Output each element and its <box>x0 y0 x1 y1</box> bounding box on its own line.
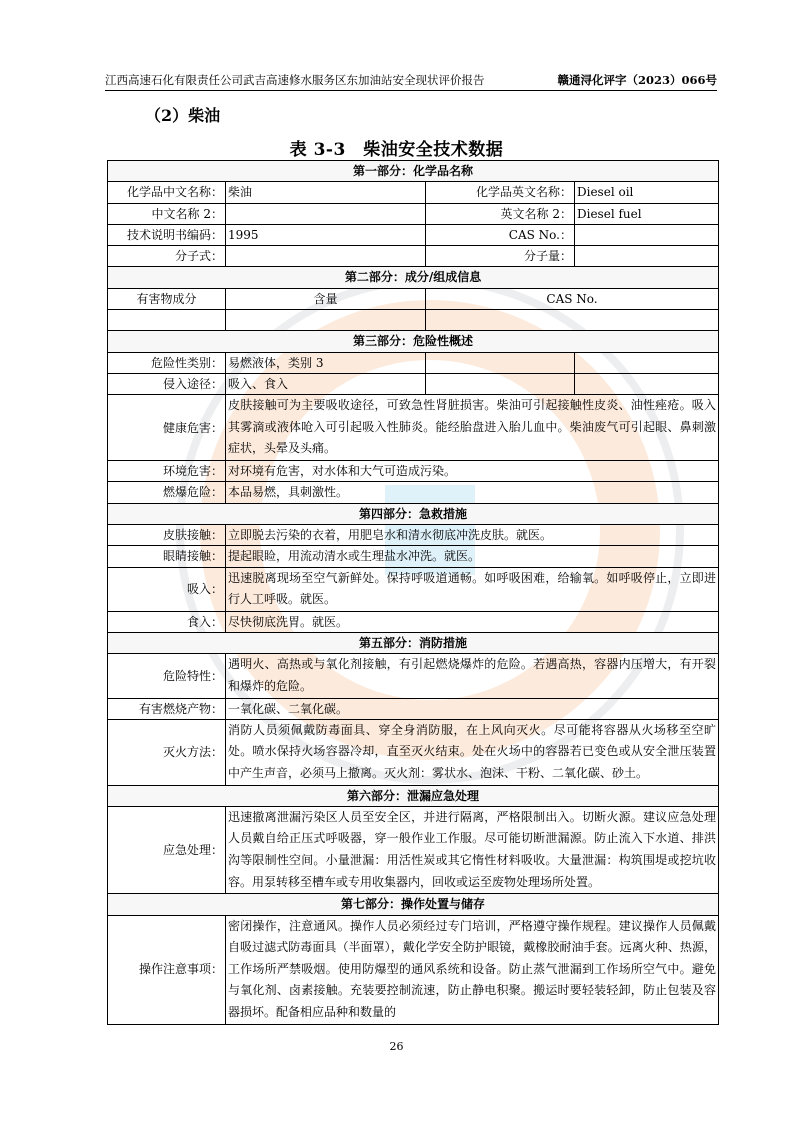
mw-value <box>575 246 719 267</box>
part7-title: 第七部分：操作处置与储存 <box>108 894 719 915</box>
fire-hazard-value: 遇明火、高热或与氧化剂接触，有引起燃烧爆炸的危险。若遇高热，容器内压增大，有开裂和爆炸的危险。 <box>226 654 719 698</box>
skin-label: 皮肤接触： <box>108 524 226 545</box>
diesel-safety-data-table <box>107 160 719 1025</box>
hazard-class-value: 易燃液体，类别 3 <box>226 352 426 373</box>
emergency-response-value: 迅速撤离泄漏污染区人员至安全区，并进行隔离，严格限制出入。切断火源。建议应急处理人员戴自给正压式呼吸器，穿一般作业工作服。尽可能切断泄漏源。防止流入下水道、排洪沟等限制性空间。小量泄漏：用活性炭或其它惰性材料吸收。大量泄漏：构筑围堤或挖坑收容。用泵转移至槽车或专用收集器内，回收或运至废物处理场所处置。 <box>226 806 719 893</box>
mw-label: 分子量： <box>426 246 575 267</box>
ingest-label: 食入： <box>108 611 226 632</box>
route-value: 吸入、食入 <box>226 373 426 394</box>
inhale-label: 吸入： <box>108 567 226 611</box>
health-label: 健康危害： <box>108 395 226 461</box>
part3-title: 第三部分：危险性概述 <box>108 331 719 352</box>
hazard-class-empty-2 <box>575 352 719 373</box>
cn-name2-label: 中文名称 2： <box>108 203 226 224</box>
health-value: 皮肤接触可为主要吸收途径，可致急性肾脏损害。柴油可引起接触性皮炎、油性痤疮。吸入其雾滴或液体呛入可引起吸入性肺炎。能经胎盘进入胎儿血中。柴油废气可引起眼、鼻刺激症状，头晕及头痛。 <box>226 395 719 461</box>
cas-label: CAS No.： <box>426 224 575 245</box>
ingest-value: 尽快彻底洗胃。就医。 <box>226 611 719 632</box>
env-label: 环境危害： <box>108 461 226 482</box>
cas-value <box>575 224 719 245</box>
content-header: 含量 <box>226 288 426 309</box>
cas-cell <box>426 310 719 331</box>
cn-name-label: 化学品中文名称： <box>108 182 226 203</box>
fire-hazard-label: 危险特性： <box>108 654 226 698</box>
part1-title: 第一部分：化学品名称 <box>108 161 719 182</box>
part2-title: 第二部分：成分/组成信息 <box>108 267 719 288</box>
env-value: 对环境有危害，对水体和大气可造成污染。 <box>226 461 719 482</box>
inhale-value: 迅速脱离现场至空气新鲜处。保持呼吸道通畅。如呼吸困难，给输氧。如呼吸停止，立即进行人工呼吸。就医。 <box>226 567 719 611</box>
route-label: 侵入途径： <box>108 373 226 394</box>
part5-title: 第五部分：消防措施 <box>108 633 719 654</box>
operation-notes-label: 操作注意事项： <box>108 915 226 1024</box>
part6-title: 第六部分：泄漏应急处理 <box>108 785 719 806</box>
cas-header: CAS No. <box>426 288 719 309</box>
skin-value: 立即脱去污染的衣着，用肥皂水和清水彻底冲洗皮肤。就医。 <box>226 524 719 545</box>
part4-title: 第四部分：急救措施 <box>108 503 719 524</box>
extinguish-method-value: 消防人员须佩戴防毒面具、穿全身消防服，在上风向灭火。尽可能将容器从火场移至空旷处。喷水保持火场容器冷却，直至灭火结束。处在火场中的容器若已变色或从安全泄压装置中产生声音，必须马上撤离。灭火剂：雾状水、泡沫、干粉、二氧化碳、砂土。 <box>226 719 719 785</box>
en-name-label: 化学品英文名称： <box>426 182 575 203</box>
cn-name-value: 柴油 <box>226 182 426 203</box>
table-title: 表 3-3 柴油安全技术数据 <box>289 140 504 160</box>
page-number: 26 <box>389 1040 404 1053</box>
section-title: （2）柴油 <box>145 106 221 125</box>
en-name2-label: 英文名称 2： <box>426 203 575 224</box>
combustion-products-value: 一氧化碳、二氧化碳。 <box>226 698 719 719</box>
cn-name2-value <box>226 203 426 224</box>
en-name-value: Diesel oil <box>575 182 719 203</box>
hazard-class-label: 危险性类别： <box>108 352 226 373</box>
header-report-title: 江西高速石化有限责任公司武吉高速修水服务区东加油站安全现状评价报告 <box>105 73 485 87</box>
operation-notes-value: 密闭操作，注意通风。操作人员必须经过专门培训，严格遵守操作规程。建议操作人员佩戴自吸过滤式防毒面具（半面罩），戴化学安全防护眼镜，戴橡胶耐油手套。远离火种、热源，工作场所严禁吸烟。使用防爆型的通风系统和设备。防止蒸气泄漏到工作场所空气中。避免与氧化剂、卤素接触。充装要控制流速，防止静电积聚。搬运时要轻装轻卸，防止包装及容器损坏。配备相应品种和数量的 <box>226 915 719 1024</box>
route-empty-1 <box>426 373 575 394</box>
formula-value <box>226 246 426 267</box>
hazard-class-empty-1 <box>426 352 575 373</box>
en-name2-value: Diesel fuel <box>575 203 719 224</box>
header-report-number: 赣通浔化评字（2023）066号 <box>557 73 717 87</box>
eye-label: 眼睛接触： <box>108 546 226 567</box>
combustion-products-label: 有害燃烧产物： <box>108 698 226 719</box>
eye-value: 提起眼睑，用流动清水或生理盐水冲洗。就医。 <box>226 546 719 567</box>
content-cell <box>226 310 426 331</box>
component-header: 有害物成分 <box>108 288 226 309</box>
route-empty-2 <box>575 373 719 394</box>
code-value: 1995 <box>226 224 426 245</box>
emergency-response-label: 应急处理： <box>108 806 226 893</box>
fire-value: 本品易燃，具刺激性。 <box>226 482 719 503</box>
component-cell <box>108 310 226 331</box>
page-header <box>105 70 717 91</box>
fire-label: 燃爆危险： <box>108 482 226 503</box>
formula-label: 分子式： <box>108 246 226 267</box>
extinguish-method-label: 灭火方法： <box>108 719 226 785</box>
code-label: 技术说明书编码： <box>108 224 226 245</box>
